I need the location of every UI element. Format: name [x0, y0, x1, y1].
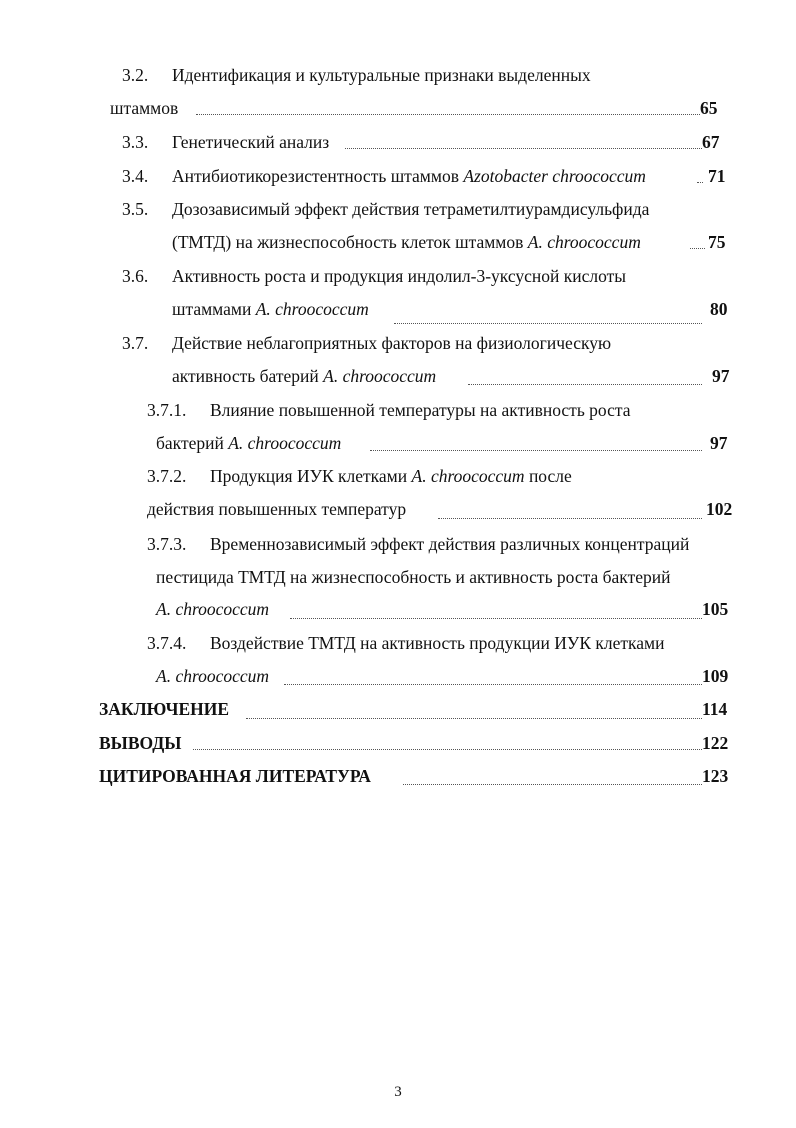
toc-entry-title — [210, 464, 572, 488]
toc-entry-text: Антибиотикорезистентность штаммов — [172, 166, 464, 186]
page-number: 3 — [394, 1084, 402, 1100]
species-name: A. chroococcum — [156, 599, 270, 619]
toc-entry-title: Воздействие ТМТД на активность продукции ИУК клетками — [210, 633, 665, 653]
toc-entry-number: 3.7.4. — [147, 633, 187, 653]
toc-entry-title-cont — [172, 364, 436, 388]
toc-entry-text: активность батерий — [172, 366, 324, 386]
dot-leader — [284, 684, 702, 685]
species-name: A. chroococcum — [411, 466, 525, 486]
toc-page-number[interactable]: 80 — [710, 299, 728, 319]
dot-leader — [438, 518, 702, 519]
toc-section-findings[interactable]: ВЫВОДЫ — [99, 733, 182, 753]
toc-entry-title-cont: действия повышенных температур — [147, 499, 407, 519]
toc-section-conclusion[interactable]: ЗАКЛЮЧЕНИЕ — [99, 699, 230, 719]
species-name: Azotobacter chroococcum — [463, 166, 646, 186]
toc-entry-title-cont — [172, 297, 369, 321]
toc-entry-number: 3.5. — [122, 199, 149, 219]
toc-entry-title: Действие неблагоприятных факторов на физиологическую — [172, 333, 612, 353]
toc-entry-title-cont — [156, 664, 269, 688]
toc-page-number[interactable]: 122 — [702, 733, 729, 753]
toc-entry-title: Дозозависимый эффект действия тетраметилтиурамдисульфида — [172, 199, 650, 219]
toc-entry-title — [172, 164, 646, 188]
toc-entry-title-cont: пестицида ТМТД на жизнеспособность и активность роста бактерий — [156, 567, 671, 587]
toc-entry-title: Идентификация и культуральные признаки выделенных — [172, 65, 591, 85]
dot-leader — [193, 749, 702, 750]
toc-entry-number: 3.2. — [122, 65, 149, 85]
toc-entry-title: Временнозависимый эффект действия различных концентраций — [210, 534, 690, 554]
toc-page-number[interactable]: 102 — [706, 499, 733, 519]
dot-leader — [290, 618, 702, 619]
dot-leader — [403, 784, 702, 785]
toc-page-number[interactable]: 109 — [702, 666, 729, 686]
toc-entry-title: Активность роста и продукция индолил-3-уксусной кислоты — [172, 266, 627, 286]
species-name: A. chroococcum — [156, 666, 270, 686]
toc-entry-title: Влияние повышенной температуры на активность роста — [210, 400, 631, 420]
toc-entry-number: 3.3. — [122, 132, 149, 152]
species-name: A. chroococcum — [527, 232, 641, 252]
toc-page-number[interactable]: 67 — [702, 132, 720, 152]
dot-leader — [697, 182, 703, 183]
toc-entry-text: бактерий — [156, 433, 229, 453]
toc-page-number[interactable]: 75 — [708, 232, 726, 252]
dot-leader — [370, 450, 702, 451]
toc-entry-3-2-line1 — [122, 63, 148, 87]
dot-leader — [345, 148, 702, 149]
toc-page-number[interactable]: 123 — [702, 766, 729, 786]
species-name: A. chroococcum — [228, 433, 342, 453]
toc-entry-title-cont — [156, 431, 341, 455]
toc-entry-number: 3.7.1. — [147, 400, 187, 420]
dot-leader — [690, 248, 705, 249]
dot-leader — [196, 114, 700, 115]
toc-page-number[interactable]: 114 — [702, 699, 728, 719]
species-name: A. chroococcum — [323, 366, 437, 386]
toc-entry-title-cont — [172, 230, 641, 254]
toc-entry-title: Генетический анализ — [172, 132, 330, 152]
toc-page-number[interactable]: 105 — [702, 599, 729, 619]
toc-entry-number: 3.7. — [122, 333, 149, 353]
toc-entry-number: 3.7.3. — [147, 534, 187, 554]
toc-page-number[interactable]: 97 — [712, 366, 730, 386]
toc-section-literature[interactable]: ЦИТИРОВАННАЯ ЛИТЕРАТУРА — [99, 766, 371, 786]
dot-leader — [246, 718, 702, 719]
toc-entry-text: Продукция ИУК клетками — [210, 466, 412, 486]
toc-page-number[interactable]: 65 — [700, 98, 718, 118]
toc-entry-number: 3.6. — [122, 266, 149, 286]
toc-entry-number: 3.7.2. — [147, 466, 187, 486]
toc-entry-title-cont: штаммов — [110, 98, 179, 118]
toc-entry-number: 3.4. — [122, 166, 149, 186]
toc-entry-text: после — [524, 466, 572, 486]
toc-entry-text: (ТМТД) на жизнеспособность клеток штаммов — [172, 232, 528, 252]
species-name: A. chroococcum — [255, 299, 369, 319]
toc-page-number[interactable]: 97 — [710, 433, 728, 453]
dot-leader — [468, 384, 702, 385]
toc-entry-text: штаммами — [172, 299, 256, 319]
dot-leader — [394, 323, 702, 324]
toc-page-number[interactable]: 71 — [708, 166, 726, 186]
toc-entry-title-cont — [156, 597, 269, 621]
